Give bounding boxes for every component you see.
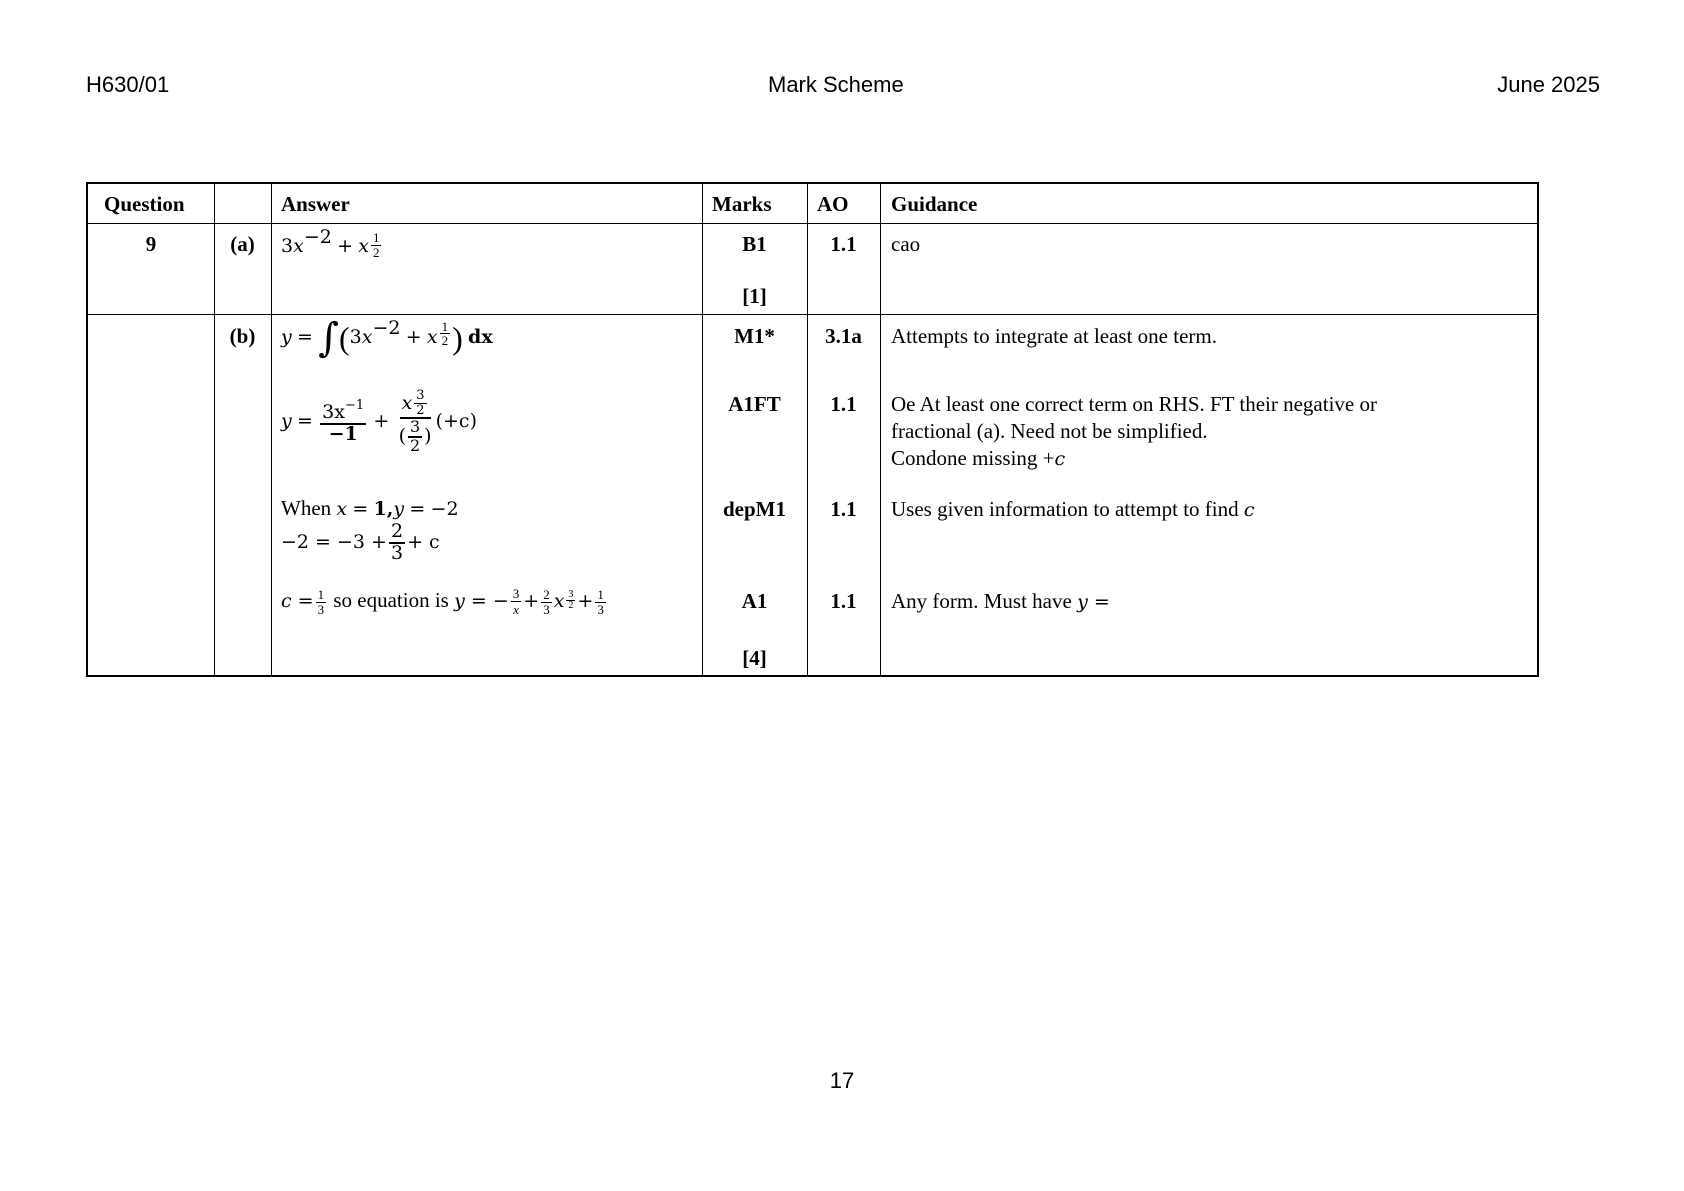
col-question: Question bbox=[104, 192, 185, 216]
question-part-b: (b) bbox=[229, 324, 256, 348]
guidance-b4: Any form. Must have y = bbox=[891, 589, 1110, 613]
answer-step-integrated: y = $\frac{3x^{-1}}{-1}$ + x $\frac{3}{2}$ ( $\frac{3}{2}$ ) (+c) bbox=[281, 388, 477, 456]
document-date: June 2025 bbox=[1497, 72, 1600, 97]
guidance-b2-line3: Condone missing +c bbox=[891, 446, 1066, 470]
marks-b2: A1FT bbox=[728, 392, 781, 416]
marks-a: B1 bbox=[742, 232, 767, 256]
ao-b1: 3.1a bbox=[825, 324, 862, 348]
col-answer: Answer bbox=[281, 192, 350, 216]
guidance-b1: Attempts to integrate at least one term. bbox=[891, 324, 1217, 348]
marks-b3: depM1 bbox=[723, 497, 786, 521]
answer-step-condition: When x = 1,y = −2 bbox=[281, 496, 459, 520]
answer-step-substitute: −2 = −3 + $\frac{2}{3}$ + c bbox=[281, 520, 440, 564]
ao-b4: 1.1 bbox=[830, 589, 857, 613]
question-part-a: (a) bbox=[230, 232, 255, 256]
guidance-b2-line2: fractional (a). Need not be simplified. bbox=[891, 419, 1208, 443]
question-number: 9 bbox=[145, 232, 157, 256]
col-marks: Marks bbox=[712, 192, 772, 216]
mark-scheme-table bbox=[86, 182, 1539, 677]
ao-b3: 1.1 bbox=[830, 497, 857, 521]
guidance-a: cao bbox=[891, 232, 921, 256]
marks-b1: M1* bbox=[734, 324, 775, 348]
answer-step-final: c = $\frac{1}{3}$ so equation is y = − $\frac{3}{x}$ + $\frac{2}{3}$ x $\frac{3}{2}$ + $\frac{1}{3}$ bbox=[281, 586, 604, 617]
marks-total-a: [1] bbox=[742, 284, 767, 308]
document-title: Mark Scheme bbox=[768, 72, 904, 97]
answer-a: $3x^{-2} + x$ $\frac{1}{2}$ bbox=[281, 226, 380, 260]
ao-b2: 1.1 bbox=[830, 392, 857, 416]
col-guidance: Guidance bbox=[891, 192, 978, 216]
page-number: 17 bbox=[829, 1068, 855, 1093]
guidance-b3: Uses given information to attempt to find c bbox=[891, 497, 1255, 521]
marks-b4: A1 bbox=[741, 589, 768, 613]
ao-a: 1.1 bbox=[830, 232, 857, 256]
answer-step-integral: $y = \int(3x^{-2} + x$ $\frac{1}{2}$ ) dx bbox=[281, 315, 493, 361]
guidance-b2-line1: Oe At least one correct term on RHS. FT their negative or bbox=[891, 392, 1377, 416]
col-ao: AO bbox=[817, 192, 849, 216]
document-code: H630/01 bbox=[86, 72, 170, 97]
marks-total-b: [4] bbox=[742, 646, 767, 670]
